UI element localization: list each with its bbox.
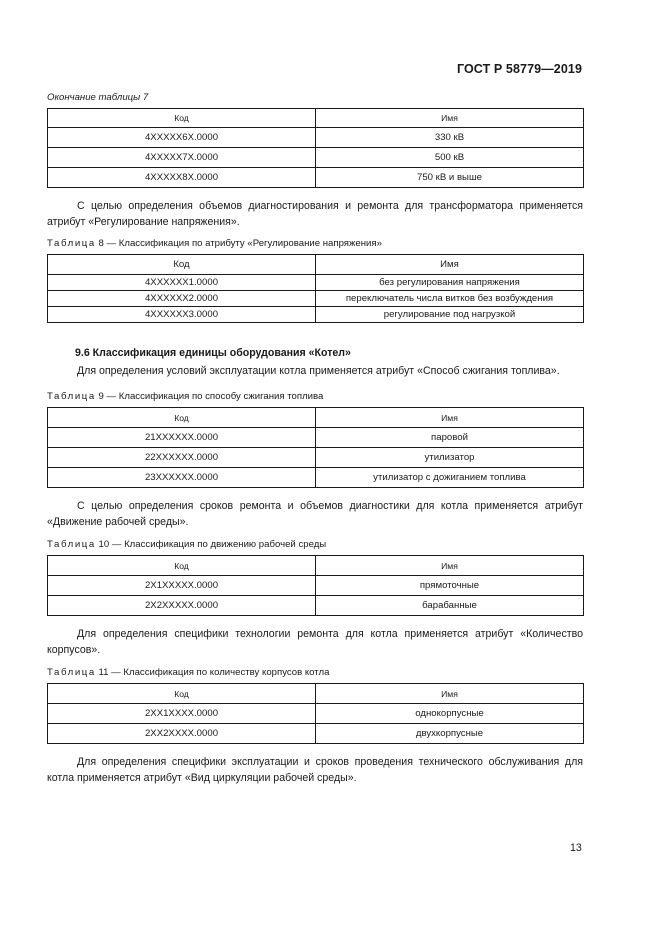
- paragraph-text: Для определения специфики технологии ремонта для котла применяется атрибут «Количество корпусов».: [47, 628, 583, 656]
- cell-name: 750 кВ и выше: [316, 168, 584, 188]
- cell-code: 4XXXXXX2.0000: [48, 291, 316, 307]
- table-header-row: [48, 408, 584, 428]
- table-7: [47, 108, 584, 188]
- table-row: [48, 448, 584, 468]
- table-10-block: [47, 539, 583, 616]
- cell-name: барабанные: [316, 596, 584, 616]
- table-8: [47, 254, 584, 323]
- cell-code: 22XXXXXX.0000: [48, 448, 316, 468]
- page-number: 13: [570, 842, 582, 854]
- cell-name: утилизатор: [316, 448, 584, 468]
- cell-code: 4XXXXXX3.0000: [48, 307, 316, 323]
- column-header-code: Код: [48, 408, 316, 428]
- table-9-block: [47, 391, 583, 488]
- table-8-caption: [47, 238, 583, 250]
- table-7-block: [47, 92, 583, 188]
- table-10-caption: [47, 539, 583, 551]
- paragraph-2: [47, 364, 583, 380]
- table-label: Таблица: [47, 238, 96, 249]
- table-row: [48, 596, 584, 616]
- column-header-code: Код: [48, 255, 316, 275]
- section-heading: 9.6 Классификация единицы оборудования «Котел»: [75, 347, 351, 359]
- column-header-name: Имя: [316, 556, 584, 576]
- table-row: [48, 291, 584, 307]
- table-row: [48, 307, 584, 323]
- column-header-name: Имя: [316, 408, 584, 428]
- table-11-block: [47, 667, 583, 744]
- paragraph-text: С целью определения объемов диагностирования и ремонта для трансформатора применяется атрибут «Регулирование напряжения».: [47, 200, 583, 228]
- cell-name: регулирование под нагрузкой: [316, 307, 584, 323]
- table-row: [48, 275, 584, 291]
- cell-name: 500 кВ: [316, 148, 584, 168]
- paragraph-5: [47, 755, 583, 786]
- table-8-block: [47, 238, 583, 323]
- table-row: [48, 168, 584, 188]
- column-header-code: Код: [48, 556, 316, 576]
- cell-code: 23XXXXXX.0000: [48, 468, 316, 488]
- cell-code: 4XXXXX6X.0000: [48, 128, 316, 148]
- table-header-row: [48, 255, 584, 275]
- table-title: 9 — Классификация по способу сжигания топлива: [95, 391, 324, 402]
- table-9-caption: [47, 391, 583, 403]
- cell-name: без регулирования напряжения: [316, 275, 584, 291]
- cell-name: утилизатор с дожиганием топлива: [316, 468, 584, 488]
- table-row: [48, 576, 584, 596]
- cell-code: 4XXXXXX1.0000: [48, 275, 316, 291]
- cell-code: 2XX1XXXX.0000: [48, 704, 316, 724]
- standard-number: ГОСТ Р 58779—2019: [456, 62, 582, 76]
- paragraph-text: Для определения специфики эксплуатации и сроков проведения технического обслуживания для котла применяется атрибут «Вид циркуляции рабочей среды».: [47, 756, 583, 784]
- table-7-caption: Окончание таблицы 7: [47, 92, 149, 103]
- table-label: Таблица: [47, 539, 96, 550]
- table-header-row: [48, 684, 584, 704]
- cell-code: 2XX2XXXX.0000: [48, 724, 316, 744]
- table-label: Таблица: [47, 391, 96, 402]
- paragraph-1: [47, 199, 583, 230]
- table-row: [48, 468, 584, 488]
- table-11-caption: [47, 667, 583, 679]
- cell-code: 2X2XXXXX.0000: [48, 596, 316, 616]
- cell-code: 4XXXXX8X.0000: [48, 168, 316, 188]
- table-label: Таблица: [47, 667, 96, 678]
- table-header-row: [48, 109, 584, 128]
- column-header-name: Имя: [316, 255, 584, 275]
- column-header-code: Код: [48, 684, 316, 704]
- cell-code: 4XXXXX7X.0000: [48, 148, 316, 168]
- table-header-row: [48, 556, 584, 576]
- cell-code: 21XXXXXX.0000: [48, 428, 316, 448]
- column-header-code: Код: [48, 109, 316, 128]
- table-11: [47, 683, 584, 744]
- cell-name: паровой: [316, 428, 584, 448]
- table-title: 11 — Классификация по количеству корпусов котла: [95, 667, 330, 678]
- table-9: [47, 407, 584, 488]
- cell-name: однокорпусные: [316, 704, 584, 724]
- paragraph-4: [47, 627, 583, 658]
- table-row: [48, 128, 584, 148]
- cell-name: переключатель числа витков без возбуждения: [316, 291, 584, 307]
- paragraph-text: Для определения условий эксплуатации котла применяется атрибут «Способ сжигания топлива».: [77, 365, 560, 377]
- cell-name: прямоточные: [316, 576, 584, 596]
- cell-name: двухкорпусные: [316, 724, 584, 744]
- table-row: [48, 724, 584, 744]
- table-title: 10 — Классификация по движению рабочей среды: [95, 539, 327, 550]
- table-row: [48, 148, 584, 168]
- table-row: [48, 704, 584, 724]
- paragraph-3: [47, 499, 583, 530]
- table-row: [48, 428, 584, 448]
- column-header-name: Имя: [316, 684, 584, 704]
- cell-code: 2X1XXXXX.0000: [48, 576, 316, 596]
- cell-name: 330 кВ: [316, 128, 584, 148]
- table-title: 8 — Классификация по атрибуту «Регулирование напряжения»: [95, 238, 382, 249]
- column-header-name: Имя: [316, 109, 584, 128]
- table-10: [47, 555, 584, 616]
- paragraph-text: С целью определения сроков ремонта и объемов диагностики для котла применяется атрибут «Движение рабочей среды».: [47, 500, 583, 528]
